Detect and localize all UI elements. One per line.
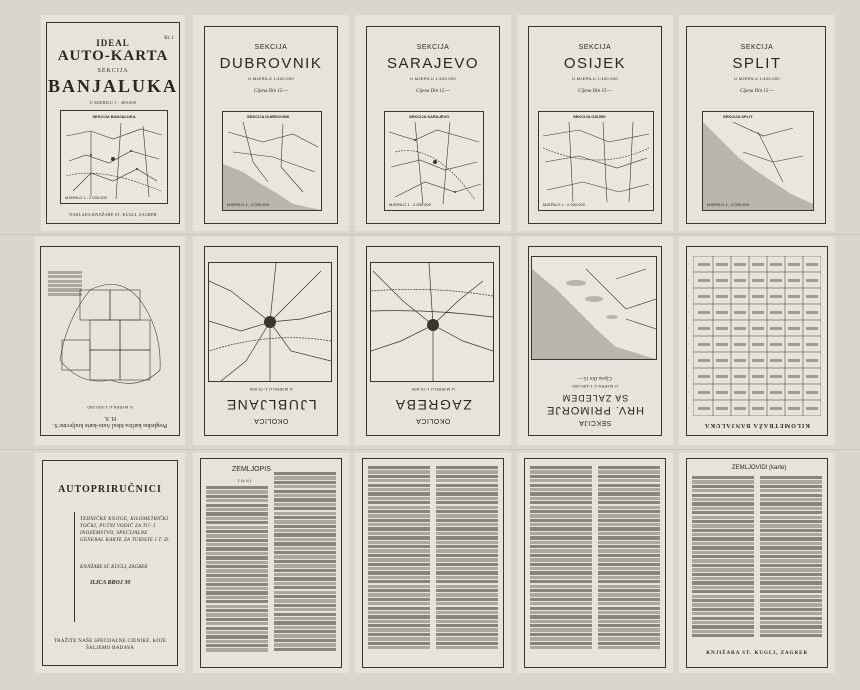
section-map-title: SEKCIJA SPLIT bbox=[723, 114, 753, 119]
cover-publisher: NAKLADA KNJIŽARE ST. KUGLI, ZAGREB bbox=[69, 212, 157, 217]
autoprirucnici-title: AUTOPRIRUČNICI bbox=[58, 484, 162, 495]
section-label: SEKCIJA bbox=[254, 44, 288, 51]
section-map-title: SEKCIJA SARAJEVO bbox=[409, 114, 450, 119]
zagreb-map bbox=[370, 262, 494, 382]
autoprirucnici-side-rule bbox=[74, 512, 75, 622]
section-map bbox=[222, 111, 322, 211]
zagreb-panel bbox=[354, 236, 512, 446]
section-map bbox=[384, 111, 484, 211]
cover-panel bbox=[40, 14, 186, 232]
primorje-name-b: SA ZALEDEM bbox=[561, 393, 629, 403]
cover-map bbox=[60, 110, 168, 204]
text-column bbox=[692, 476, 754, 646]
distances-panel bbox=[678, 236, 836, 446]
section-scale: U MJERILU 1:400.000 bbox=[410, 76, 456, 81]
section-name: DUBROVNIK bbox=[219, 55, 323, 72]
zagreb-name: ZAGREBA bbox=[394, 397, 472, 413]
section-panel-split bbox=[678, 14, 836, 232]
autoprirucnici-footer: TRAŽITE NAŠE SPECIJALNE CIENIKE, KOJE ŠALJEMO BADAVA bbox=[53, 639, 167, 651]
section-label: SEKCIJA bbox=[740, 44, 774, 51]
section-scale: U MJERILU 1:400.000 bbox=[572, 76, 618, 81]
cover-map-footer: MJERILO 1 : 2.000.000 bbox=[65, 195, 107, 200]
section-scale: U MJERILU 1:400.000 bbox=[248, 76, 294, 81]
primorje-map bbox=[531, 256, 657, 360]
text-column bbox=[274, 472, 336, 662]
cover-scale: U MJERILU 1 : 400.000 bbox=[89, 100, 137, 105]
catalog-panel-2 bbox=[516, 452, 674, 674]
ljubljana-map bbox=[208, 262, 332, 382]
section-label: SEKCIJA bbox=[578, 44, 612, 51]
autoprirucnici-store: KNJIŽARE ST. KUGLI, ZAGREB bbox=[80, 565, 148, 570]
ljubljana-panel bbox=[192, 236, 350, 446]
section-map-title: SEKCIJA OSIJEK bbox=[573, 114, 606, 119]
text-column bbox=[368, 466, 430, 662]
zemljovidi-title: ZEMLJOVIDI (karte) bbox=[732, 465, 787, 471]
section-price: Cijena Din 15·— bbox=[415, 89, 451, 94]
primorje-panel bbox=[516, 236, 674, 446]
section-price: Cijena Din 15·— bbox=[577, 89, 613, 94]
section-name: SARAJEVO bbox=[386, 55, 480, 72]
ljubljana-label: OKOLICA bbox=[253, 417, 289, 424]
text-column bbox=[436, 466, 498, 662]
autoprirucnici-street: ILICA BROJ 30 bbox=[90, 580, 131, 586]
section-map-footer: MJERILO 1 : 2.000.000 bbox=[543, 202, 585, 207]
section-map-footer: MJERILO 1 : 2.000.000 bbox=[707, 202, 749, 207]
section-map-drawing bbox=[539, 112, 653, 210]
distance-table bbox=[693, 256, 821, 416]
section-map bbox=[702, 111, 814, 211]
section-map-title: SEKCIJA DUBROVNIK bbox=[247, 114, 290, 119]
zemljovidi-footer: KNJIŽARA ST. KUGLI, ZAGREB bbox=[706, 651, 808, 656]
overview-panel bbox=[34, 236, 186, 446]
primorje-label: SEKCIJA bbox=[578, 419, 612, 426]
autoprirucnici-text: TEHNIČKE KNJIGE, KILOMETRIČKI TOČKI, PUTNI VODIČ ZA TU- I INOZEMSTVO, SPECIJALNE GENERAL KARTE ZA TURISTE I T. D. bbox=[80, 517, 170, 543]
fold-line bbox=[0, 449, 860, 450]
overview-title: Pregledna karlica Ideal Auto-karte kraljevine S. H. S. bbox=[52, 415, 168, 428]
section-map-footer: MJERILO 1 : 2.000.000 bbox=[227, 202, 269, 207]
zemljopis-title: ZEMLJOPIS bbox=[232, 466, 271, 473]
ljubljana-name: LJUBLJANE bbox=[225, 397, 317, 413]
section-price: Cijena Din 15·— bbox=[253, 89, 289, 94]
fold-line bbox=[0, 234, 860, 235]
zemljopis-panel bbox=[192, 452, 350, 674]
catalog-panel bbox=[354, 452, 512, 674]
section-panel-dubrovnik bbox=[192, 14, 350, 232]
section-map bbox=[538, 111, 654, 211]
text-column bbox=[206, 486, 268, 662]
section-map-drawing bbox=[223, 112, 321, 210]
section-name: OSIJEK bbox=[563, 55, 627, 72]
cover-map-drawing bbox=[61, 111, 167, 203]
autoprirucnici-panel bbox=[34, 452, 186, 674]
primorje-price: Cijena Din 15·— bbox=[577, 375, 613, 380]
section-name: SPLIT bbox=[732, 55, 782, 72]
section-panel-sarajevo bbox=[354, 14, 512, 232]
zagreb-label: OKOLICA bbox=[415, 417, 451, 424]
zagreb-scale: U MJERILU 1:75.000 bbox=[411, 387, 455, 392]
cover-title-top: IDEAL bbox=[96, 38, 130, 48]
cover-section-name: BANJALUKA bbox=[47, 76, 178, 96]
ljubljana-scale: U MJERILU 1:75.000 bbox=[249, 387, 293, 392]
cover-title-main: AUTO-KARTA bbox=[57, 48, 169, 64]
text-column bbox=[760, 476, 822, 646]
section-map-drawing bbox=[385, 112, 483, 210]
section-price: Cijena Din 15·— bbox=[739, 89, 775, 94]
primorje-scale: U MJERILU 1:400.000 bbox=[572, 384, 618, 389]
text-column bbox=[598, 466, 660, 662]
distances-title: KILOMETRAŽA BANJALUKA bbox=[704, 422, 810, 428]
cover-section-label: SEKCIJA bbox=[97, 68, 129, 74]
cover-number: Br. 1 bbox=[164, 36, 174, 41]
cover-map-title: SEKCIJA BANJALUKA bbox=[92, 114, 136, 119]
zemljopis-subtitle: I. (a. b.) bbox=[238, 478, 251, 483]
section-label: SEKCIJA bbox=[416, 44, 450, 51]
section-map-drawing bbox=[703, 112, 813, 210]
section-scale: U MJERILU 1:400.000 bbox=[734, 76, 780, 81]
section-panel-osijek bbox=[516, 14, 674, 232]
overview-scale: U MJERILU 1:400.000 bbox=[87, 405, 133, 410]
text-column bbox=[530, 466, 592, 662]
primorje-name-a: HRV. PRIMORJE bbox=[546, 404, 644, 416]
zemljovidi-panel bbox=[678, 452, 836, 674]
section-map-footer: MJERILO 1 : 2.000.000 bbox=[389, 202, 431, 207]
